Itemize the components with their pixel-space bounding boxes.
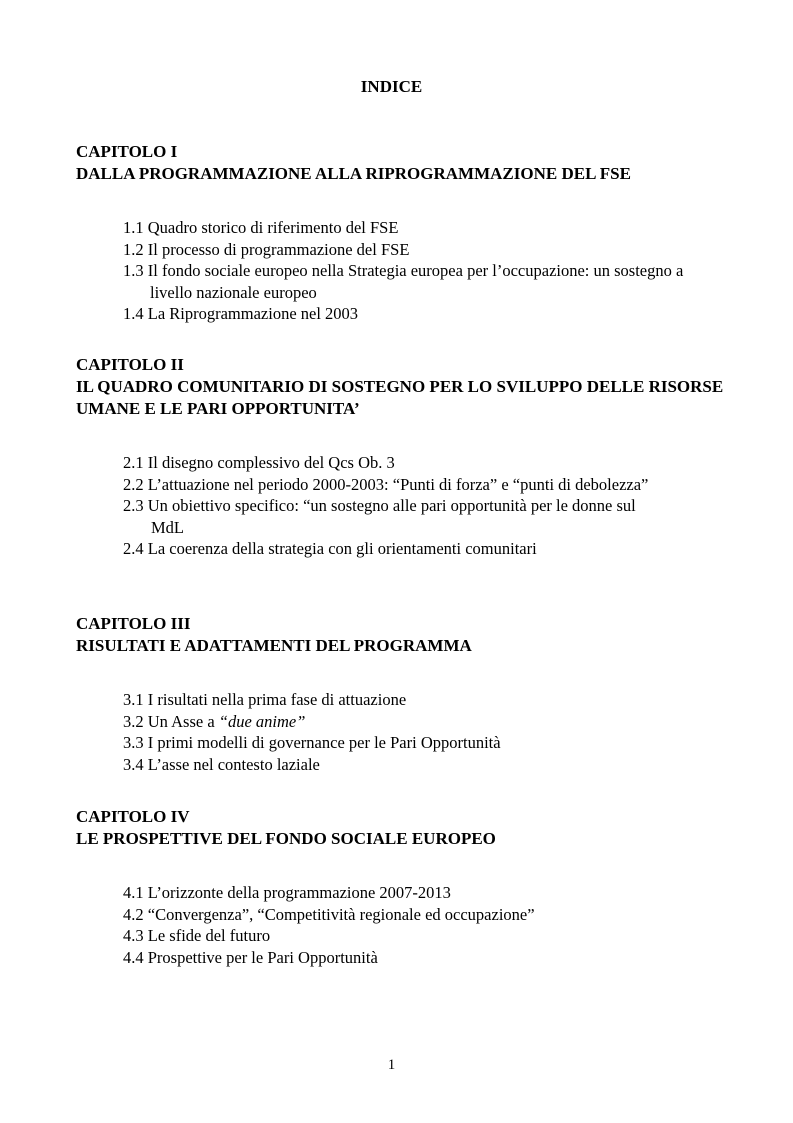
toc-item-4-1: 4.1 L’orizzonte della programmazione 2007-2013 [123,883,451,902]
chapter-4-label: CAPITOLO IV [76,807,190,826]
chapter-2-label: CAPITOLO II [76,355,184,374]
toc-item-2-2: 2.2 L’attuazione nel periodo 2000-2003: “Punti di forza” e “punti di debolezza” [123,474,649,494]
toc-item-3-3: 3.3 I primi modelli di governance per le Pari Opportunità [123,733,501,752]
chapter-4-title: LE PROSPETTIVE DEL FONDO SOCIALE EUROPEO [76,829,496,848]
page-number: 1 [387,1057,396,1073]
toc-item-4-3: 4.3 Le sfide del futuro [123,926,271,945]
chapter-2-title: IL QUADRO COMUNITARIO DI SOSTEGNO PER LO SVILUPPO DELLE RISORSE UMANE E LE PARI OPPORTUNITA’ [76,377,724,418]
toc-item-1-1: 1.1 Quadro storico di riferimento del FSE [123,218,399,237]
toc-item-1-4: 1.4 La Riprogrammazione nel 2003 [123,304,359,323]
chapter-3-label: CAPITOLO III [76,614,191,633]
toc-item-2-4: 2.4 La coerenza della strategia con gli orientamenti comunitari [123,539,537,558]
toc-item-3-2-italic: “due anime” [218,711,306,731]
document-title: INDICE [360,77,423,96]
toc-item-3-4: 3.4 L’asse nel contesto laziale [123,754,320,774]
chapter-4-items [76,882,736,968]
toc-item-1-3: 1.3 Il fondo sociale europeo nella Strategia europea per l’occupazione: un sostegno a livello nazionale europeo [123,261,684,302]
chapter-1-title: DALLA PROGRAMMAZIONE ALLA RIPROGRAMMAZIONE DEL FSE [76,164,631,183]
chapter-1 [76,141,736,325]
chapter-2-items [76,452,736,560]
chapter-1-label: CAPITOLO I [76,142,178,161]
toc-item-2-3: 2.3 Un obiettivo specifico: “un sostegno alle pari opportunità per le donne sul MdL [123,496,636,537]
chapter-3-title: RISULTATI E ADATTAMENTI DEL PROGRAMMA [76,636,472,655]
toc-item-4-4: 4.4 Prospettive per le Pari Opportunità [123,947,378,967]
chapter-1-items [76,217,736,325]
toc-item-3-1: 3.1 I risultati nella prima fase di attuazione [123,690,407,709]
toc-item-4-2: 4.2 “Convergenza”, “Competitività regionale ed occupazione” [123,904,535,924]
toc-item-2-1: 2.1 Il disegno complessivo del Qcs Ob. 3 [123,453,395,472]
chapter-4 [76,806,736,968]
chapter-3 [76,613,736,775]
chapter-2 [76,354,736,560]
toc-item-1-2: 1.2 Il processo di programmazione del FSE [123,239,410,259]
toc-item-3-2-text: 3.2 Un Asse a [123,711,215,731]
toc-item-3-2 [123,711,736,733]
chapter-3-items [76,689,736,775]
